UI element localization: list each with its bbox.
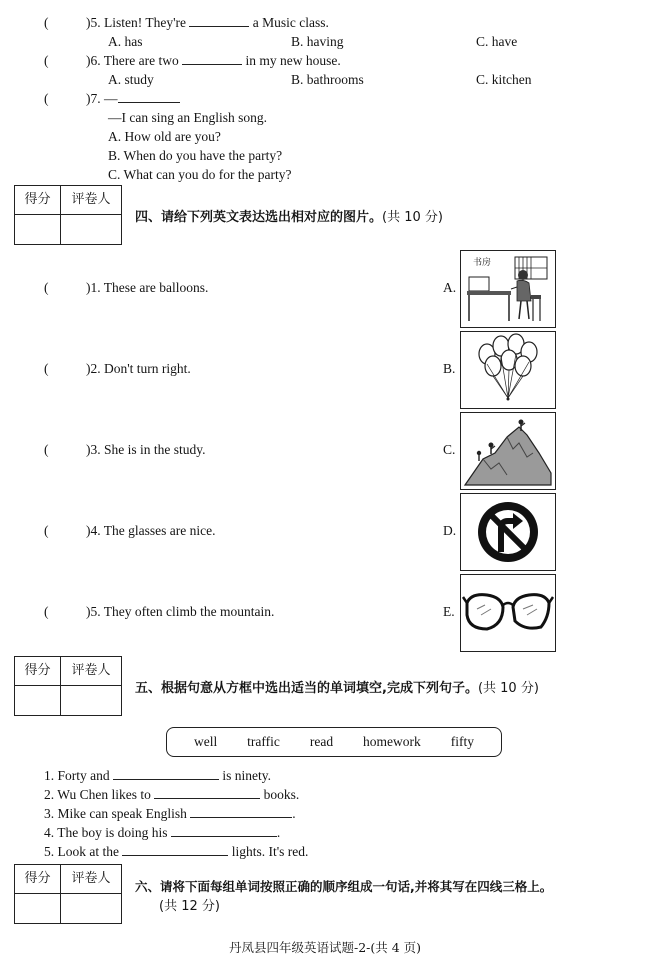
part4-title-text: 四、请给下列英文表达选出相对应的图片。 bbox=[135, 210, 383, 225]
q7-stem bbox=[86, 90, 180, 108]
q5-after: a Music class. bbox=[252, 15, 329, 30]
q5-option-a: A. has bbox=[108, 34, 143, 49]
q5-text: )5. Listen! They're bbox=[86, 15, 187, 30]
q7-option-a: A. How old are you? bbox=[108, 129, 221, 144]
grader-cell[interactable] bbox=[61, 215, 121, 244]
p5-s2-before: 2. Wu Chen likes to bbox=[44, 787, 151, 802]
part6-points: (共 12 分) bbox=[159, 899, 220, 914]
p5-s1-before: 1. Forty and bbox=[44, 768, 110, 783]
q5-blank[interactable] bbox=[189, 14, 249, 27]
score-box-part6 bbox=[14, 864, 122, 924]
p4-item3-paren: ( bbox=[44, 442, 49, 457]
p5-s2-after: books. bbox=[263, 787, 300, 802]
grader-label: 评卷人 bbox=[71, 871, 111, 886]
grader-label: 评卷人 bbox=[71, 192, 111, 207]
part4-points: (共 10 分) bbox=[382, 210, 443, 225]
p4-item1-paren: ( bbox=[44, 280, 49, 295]
p5-s5-before: 5. Look at the bbox=[44, 844, 119, 859]
p5-sentence-2 bbox=[44, 786, 299, 804]
p4-letter-e: E. bbox=[443, 604, 455, 619]
grader-cell[interactable] bbox=[61, 894, 121, 923]
p5-sentence-3 bbox=[44, 805, 296, 823]
p5-s3-after: . bbox=[292, 806, 296, 821]
p5-s4-before: 4. The boy is doing his bbox=[44, 825, 168, 840]
word-bank-item: traffic bbox=[247, 734, 280, 749]
p4-item4-paren: ( bbox=[44, 523, 49, 538]
part5-points: (共 10 分) bbox=[477, 681, 539, 696]
score-label: 得分 bbox=[15, 865, 61, 893]
p4-letter-d: D. bbox=[443, 523, 457, 538]
grader-cell[interactable] bbox=[61, 686, 121, 715]
p5-s2-blank[interactable] bbox=[154, 786, 260, 799]
p5-s4-blank[interactable] bbox=[171, 824, 277, 837]
word-bank-item: read bbox=[309, 734, 334, 749]
p5-sentence-4 bbox=[44, 824, 280, 842]
picture-a-study bbox=[460, 250, 556, 328]
q6-text: )6. There are two bbox=[86, 53, 179, 68]
p4-letter-a: A. bbox=[443, 280, 457, 295]
part5-title bbox=[135, 677, 539, 696]
p4-item4-text: )4. The glasses are nice. bbox=[86, 523, 216, 538]
p5-s5-blank[interactable] bbox=[122, 843, 228, 856]
q7-option-b: B. When do you have the party? bbox=[108, 148, 283, 163]
mountain-climbing-icon bbox=[461, 413, 555, 489]
score-cell[interactable] bbox=[15, 686, 61, 715]
q6-paren: ( bbox=[44, 53, 49, 68]
p5-s4-after: . bbox=[276, 825, 281, 840]
picture-c-mountain bbox=[460, 412, 556, 490]
p4-item3-text: )3. She is in the study. bbox=[86, 442, 206, 457]
p5-sentence-5 bbox=[44, 843, 308, 861]
q6-option-c: C. kitchen bbox=[476, 72, 532, 87]
q5-option-c: C. have bbox=[476, 34, 518, 49]
picture-e-glasses bbox=[460, 574, 556, 652]
word-bank-box bbox=[166, 727, 502, 757]
grader-label: 评卷人 bbox=[71, 663, 111, 678]
score-cell[interactable] bbox=[15, 894, 61, 923]
q6-option-b: B. bathrooms bbox=[291, 72, 364, 87]
q6-option-a: A. study bbox=[108, 72, 154, 87]
picture-d-no-right-turn bbox=[460, 493, 556, 571]
q5-paren: ( bbox=[44, 15, 49, 30]
balloons-icon bbox=[461, 332, 555, 408]
p4-item1-text: )1. These are balloons. bbox=[86, 280, 209, 295]
score-box-part4 bbox=[14, 185, 122, 245]
study-illustration-icon bbox=[461, 251, 555, 327]
score-label: 得分 bbox=[15, 657, 61, 685]
p5-s1-after: is ninety. bbox=[222, 768, 271, 783]
no-right-turn-sign-icon bbox=[461, 494, 555, 570]
p4-item5-text: )5. They often climb the mountain. bbox=[86, 604, 275, 619]
q7-paren: ( bbox=[44, 91, 49, 106]
q7-text: )7. — bbox=[86, 91, 118, 106]
word-bank-item: well bbox=[193, 734, 218, 749]
q5-option-b: B. having bbox=[291, 34, 344, 49]
p5-s1-blank[interactable] bbox=[113, 767, 219, 780]
q6-after: in my new house. bbox=[245, 53, 341, 68]
part4-title bbox=[135, 206, 443, 225]
score-cell[interactable] bbox=[15, 215, 61, 244]
p5-s3-blank[interactable] bbox=[190, 805, 292, 818]
q7-blank[interactable] bbox=[118, 90, 180, 103]
part6-title: 六、请将下面每组单词按照正确的顺序组成一句话,并将其写在四线三格上。 bbox=[135, 879, 553, 894]
word-bank-item: homework bbox=[363, 734, 421, 749]
p4-item5-paren: ( bbox=[44, 604, 49, 619]
p5-sentence-1 bbox=[44, 767, 271, 785]
p4-letter-c: C. bbox=[443, 442, 456, 457]
study-sign-label: 书房 bbox=[473, 258, 492, 268]
p4-item2-text: )2. Don't turn right. bbox=[86, 361, 191, 376]
score-label: 得分 bbox=[15, 186, 61, 214]
glasses-icon bbox=[461, 575, 555, 651]
q7-option-c: C. What can you do for the party? bbox=[108, 167, 292, 182]
q6-stem bbox=[86, 52, 341, 70]
p4-item2-paren: ( bbox=[44, 361, 49, 376]
p5-s3-before: 3. Mike can speak English bbox=[44, 806, 187, 821]
p5-s5-after: lights. It's red. bbox=[231, 844, 309, 859]
q5-stem bbox=[86, 14, 329, 32]
q7-line2: —I can sing an English song. bbox=[108, 110, 267, 125]
p4-letter-b: B. bbox=[443, 361, 456, 376]
page-footer: 丹凤县四年级英语试题-2-(共 4 页) bbox=[229, 940, 422, 955]
part5-title-text: 五、根据句意从方框中选出适当的单词填空,完成下列句子。 bbox=[135, 681, 478, 696]
score-box-part5 bbox=[14, 656, 122, 716]
picture-b-balloons bbox=[460, 331, 556, 409]
q6-blank[interactable] bbox=[182, 52, 242, 65]
word-bank-item: fifty bbox=[450, 734, 474, 749]
